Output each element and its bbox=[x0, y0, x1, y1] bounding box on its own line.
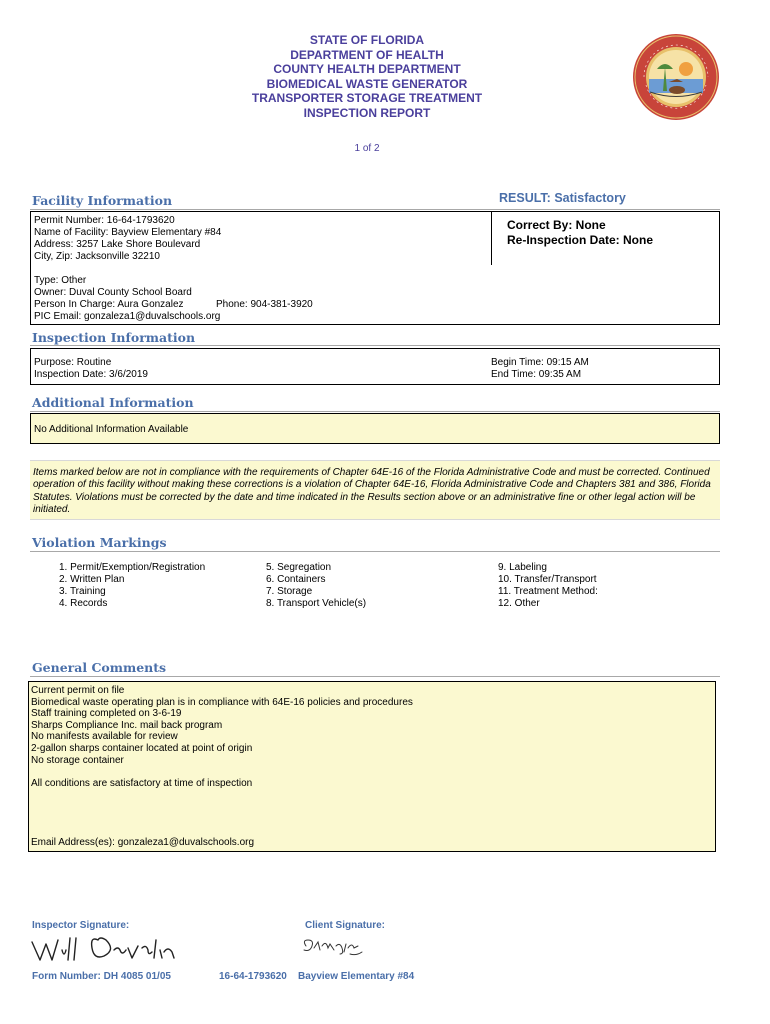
comments-box bbox=[28, 681, 716, 852]
comment-line: No storage container bbox=[31, 754, 124, 766]
comment-line: Staff training completed on 3-6-19 bbox=[31, 708, 182, 720]
additional-box bbox=[30, 413, 720, 444]
florida-seal-icon bbox=[632, 33, 720, 121]
begin-time: Begin Time: 09:15 AM bbox=[491, 357, 589, 368]
violation-item: 8. Transport Vehicle(s) bbox=[266, 598, 367, 609]
client-signature-label: Client Signature: bbox=[305, 920, 386, 931]
comment-line: No manifests available for review bbox=[31, 731, 178, 743]
additional-divider bbox=[30, 411, 720, 412]
comment-line: Sharps Compliance Inc. mail back program bbox=[31, 719, 223, 731]
inspector-signature-label: Inspector Signature: bbox=[32, 920, 130, 931]
violation-item: 3. Training bbox=[59, 586, 106, 597]
facility-heading: Facility Information bbox=[32, 193, 173, 208]
comment-line: Biomedical waste operating plan is in compliance with 64E-16 policies and procedures bbox=[31, 696, 413, 708]
person-in-charge: Person In Charge: Aura Gonzalez bbox=[34, 299, 184, 310]
violation-item: 2. Written Plan bbox=[59, 574, 125, 585]
compliance-notice-box bbox=[30, 460, 720, 520]
comments-email: Email Address(es): gonzaleza1@duvalschools.org bbox=[31, 837, 255, 848]
violation-item: 5. Segregation bbox=[266, 562, 332, 573]
inspection-box bbox=[30, 348, 720, 385]
permit-number: Permit Number: 16-64-1793620 bbox=[34, 215, 175, 226]
violation-item: 12. Other bbox=[498, 598, 540, 609]
violation-item: 7. Storage bbox=[266, 586, 313, 597]
footer-permit: 16-64-1793620 bbox=[219, 971, 287, 982]
violation-col-1 bbox=[59, 562, 205, 610]
end-time: End Time: 09:35 AM bbox=[491, 369, 582, 380]
violations-divider bbox=[30, 551, 720, 552]
facility-name: Name of Facility: Bayview Elementary #84 bbox=[34, 227, 222, 238]
correct-by: Correct By: None bbox=[507, 218, 606, 232]
violation-item: 4. Records bbox=[59, 598, 108, 609]
facility-box bbox=[30, 211, 720, 325]
comments-heading: General Comments bbox=[32, 660, 167, 675]
facility-address: Address: 3257 Lake Shore Boulevard bbox=[34, 239, 201, 250]
pic-email: PIC Email: gonzaleza1@duvalschools.org bbox=[34, 311, 221, 322]
client-signature bbox=[300, 936, 364, 965]
reinspection-date: Re-Inspection Date: None bbox=[507, 233, 654, 247]
comment-line: Current permit on file bbox=[31, 685, 125, 696]
comments-list bbox=[31, 685, 413, 789]
footer-facility: Bayview Elementary #84 bbox=[298, 971, 415, 982]
report-title: STATE OF FLORIDA DEPARTMENT OF HEALTH COUNTY HEALTH DEPARTMENT BIOMEDICAL WASTE GENERATOR TRANSPORTER STORAGE TREATMENT INSPECTION REPORT bbox=[251, 33, 483, 120]
facility-divider bbox=[30, 209, 720, 210]
violation-item: 6. Containers bbox=[266, 574, 326, 585]
inspection-divider bbox=[30, 345, 720, 346]
inspector-signature bbox=[28, 932, 188, 971]
facility-city-zip: City, Zip: Jacksonville 32210 bbox=[34, 251, 160, 262]
violations-heading: Violation Markings bbox=[32, 535, 167, 550]
violation-item: 9. Labeling bbox=[498, 562, 547, 573]
comments-divider bbox=[30, 676, 720, 677]
inspection-date: Inspection Date: 3/6/2019 bbox=[34, 369, 148, 380]
violation-col-3 bbox=[498, 562, 598, 610]
phone: Phone: 904-381-3920 bbox=[216, 299, 313, 310]
form-number: Form Number: DH 4085 01/05 bbox=[32, 971, 171, 982]
additional-heading: Additional Information bbox=[32, 395, 194, 410]
result-box-divider bbox=[491, 211, 492, 265]
violation-item: 11. Treatment Method: bbox=[498, 586, 598, 597]
facility-owner: Owner: Duval County School Board bbox=[34, 287, 192, 298]
page-number: 1 of 2 bbox=[354, 143, 380, 154]
violation-col-2 bbox=[266, 562, 366, 610]
inspection-heading: Inspection Information bbox=[32, 330, 196, 345]
comment-line: All conditions are satisfactory at time of inspection bbox=[31, 777, 253, 789]
result-status: RESULT: Satisfactory bbox=[499, 191, 626, 205]
additional-text: No Additional Information Available bbox=[34, 424, 189, 435]
violation-item: 1. Permit/Exemption/Registration bbox=[59, 562, 206, 573]
comment-line: 2-gallon sharps container located at point of origin bbox=[31, 742, 253, 754]
violation-item: 10. Transfer/Transport bbox=[498, 574, 597, 585]
facility-type: Type: Other bbox=[34, 275, 87, 286]
compliance-notice: Items marked below are not in compliance with the requirements of Chapter 64E-16 of the Florida Administrative Code and must be corrected. Continued operation of this facility without making these corrections is a violation of Chapter 64E-16, Florida Administrative Code and Chapters 381 and 386, Florida Statutes. Violations must be corrected by the date and time indicated in the Results section above or an administrative fine or other legal action will be initiated. bbox=[33, 467, 711, 516]
inspection-purpose: Purpose: Routine bbox=[34, 357, 112, 368]
comment-spacer bbox=[31, 766, 413, 778]
